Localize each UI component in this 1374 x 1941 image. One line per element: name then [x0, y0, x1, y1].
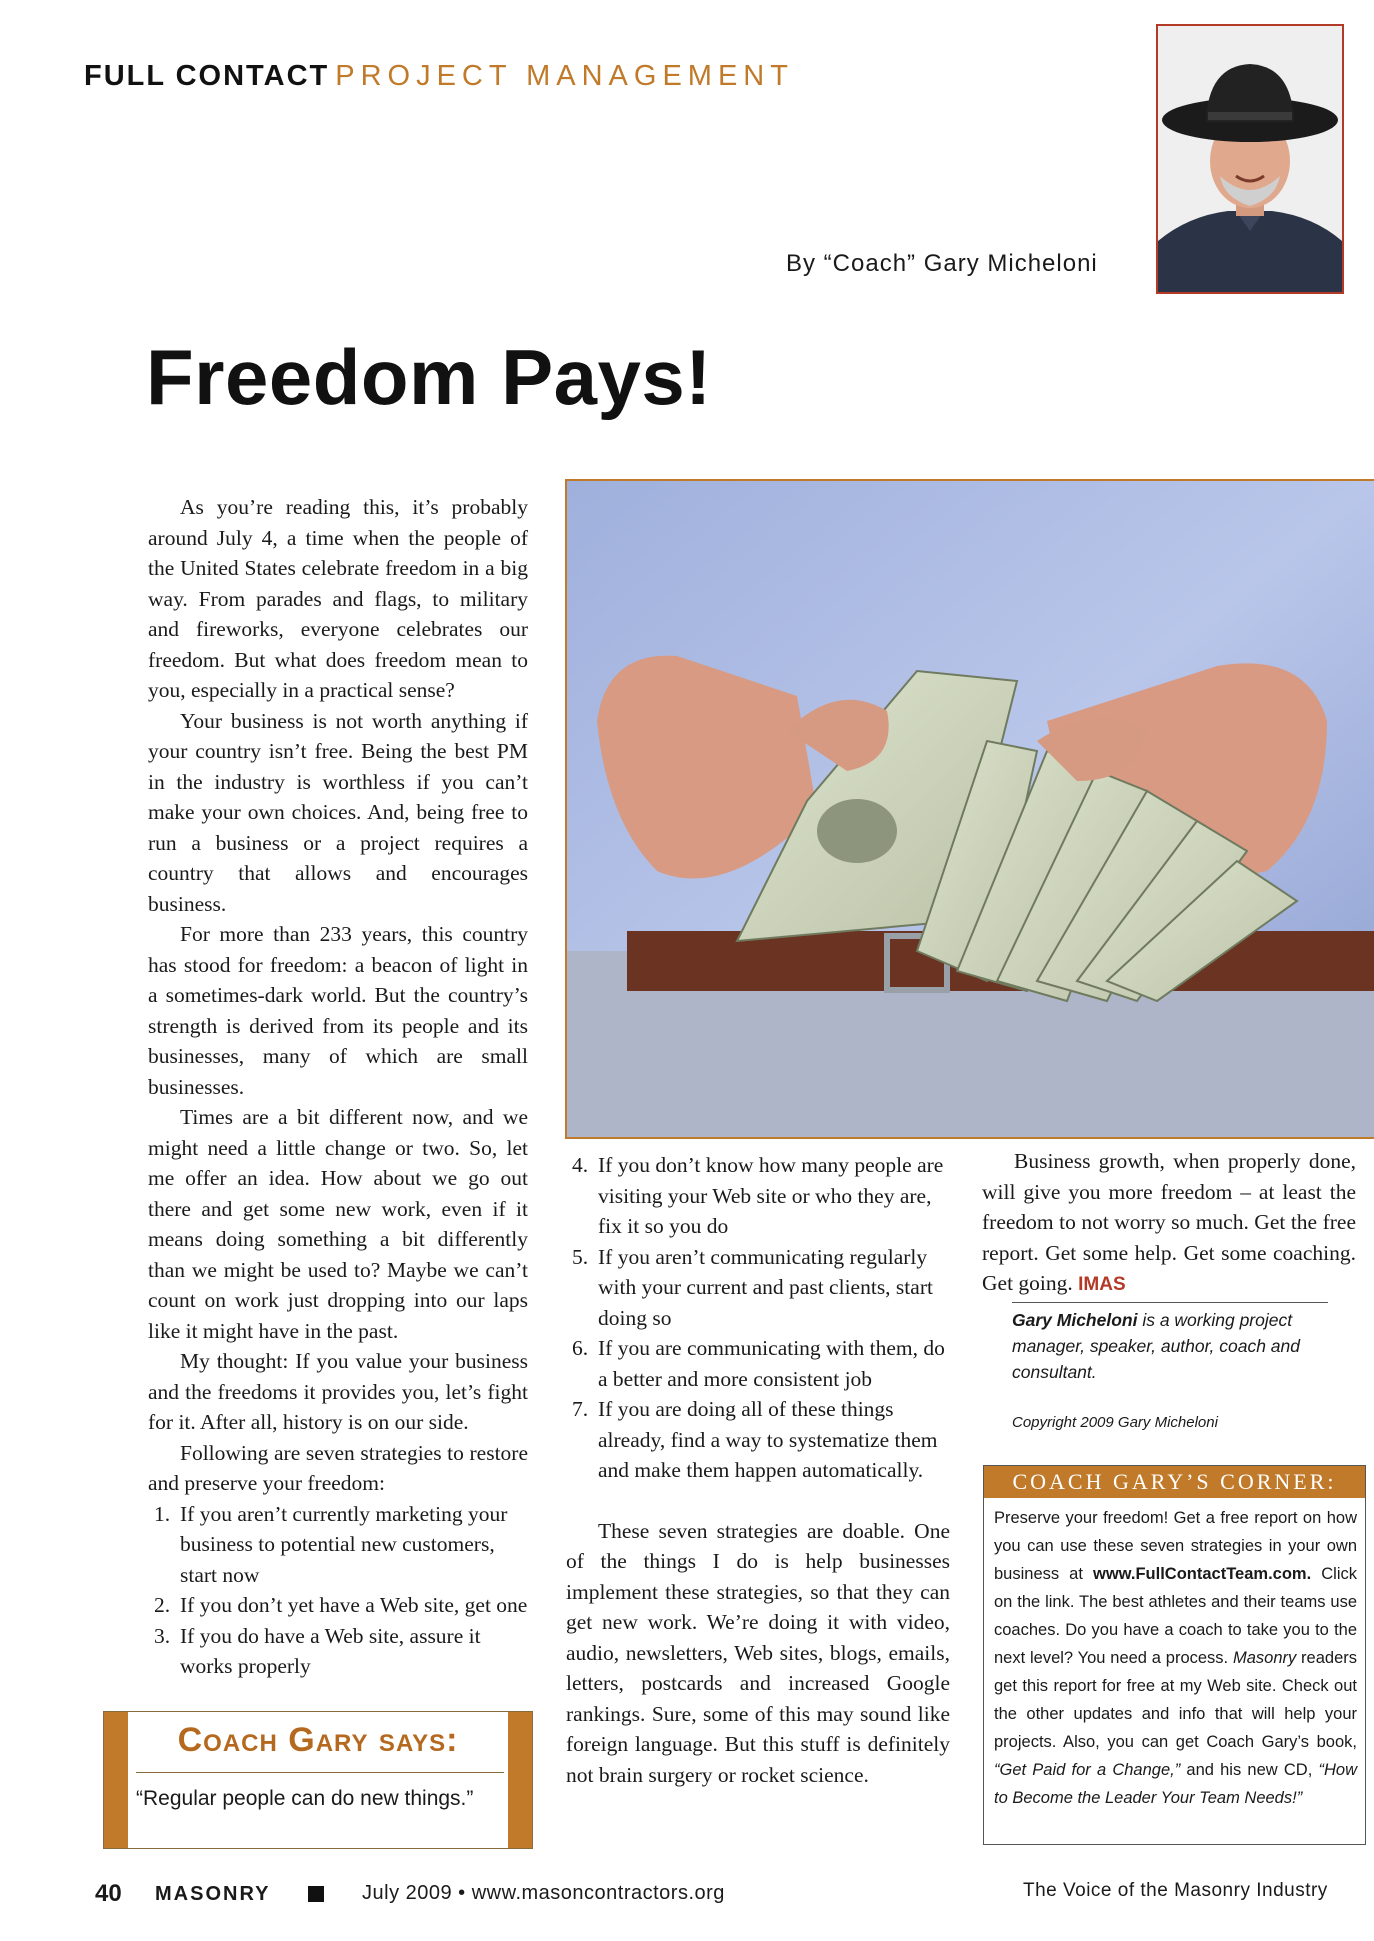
strategy-item: 4. If you don’t know how many people are visiting your Web site or who they are, fix it so you do: [572, 1153, 944, 1238]
body-paragraph: Following are seven strategies to restore and preserve your freedom:: [148, 1440, 528, 1495]
body-paragraph: My thought: If you value your business and the freedoms it provides you, let’s fight for it. After all, history is on our side.: [148, 1349, 528, 1434]
bio-text: is a working project manager, speaker, author, coach and consultant.: [1012, 1310, 1300, 1382]
end-mark: IMAS: [1078, 1274, 1126, 1295]
footer-square: [308, 1886, 324, 1902]
strategy-item: 7. If you are doing all of these things already, find a way to systematize them and make them happen automatically.: [572, 1397, 938, 1482]
box-accent-bar: [508, 1712, 532, 1848]
article-column-2: [566, 1150, 950, 1790]
strategy-list: [566, 1150, 950, 1486]
coach-says-box: [103, 1711, 533, 1849]
body-paragraph: For more than 233 years, this country has stood for freedom: a beacon of light in a sometimes-dark world. But the country’s strength is derived from its people and its businesses, many of which are small businesses.: [148, 922, 528, 1099]
body-paragraph: Your business is not worth anything if your country isn’t free. Being the best PM in the industry is worthless if you can’t make your own choices. And, being free to run a business or a project requires a country that allows and encourages business.: [148, 708, 528, 916]
body-paragraph: Business growth, when properly done, will give you more freedom – at least the freedom to not worry so much. Get the free report. Get some help. Get some coaching. Get going. IMAS: [982, 1149, 1356, 1295]
coach-corner-box: [983, 1465, 1366, 1845]
author-photo: [1156, 24, 1344, 294]
series-subtitle: PROJECT MANAGEMENT: [335, 60, 794, 92]
byline: By “Coach” Gary Micheloni: [786, 250, 1098, 277]
article-title: Freedom Pays!: [146, 333, 712, 421]
coach-corner-heading: COACH GARY’S CORNER:: [984, 1466, 1365, 1498]
strategy-item: 2. If you don’t yet have a Web site, get one: [154, 1593, 528, 1617]
series-name: FULL CONTACT: [84, 60, 330, 92]
coach-says-quote: “Regular people can do new things.”: [136, 1772, 504, 1817]
strategy-item: 6. If you are communicating with them, do a better and more consistent job: [572, 1336, 945, 1391]
money-photo: [565, 479, 1374, 1139]
coach-corner-text: Preserve your freedom! Get a free report on how you can use these seven strategies in your own business at www.FullContactTeam.com. Click on the link. The best athletes and their teams use coaches. Do you have a coach to take you to the next level? You need a process. Masonry readers get this report for free at my Web site. Check out the other updates and info that will help your projects. Also, you can get Coach Gary’s book, “Get Paid for a Change,” and his new CD, “How to Become the Leader Your Team Needs!”: [994, 1509, 1358, 1807]
strategy-list: [148, 1499, 528, 1682]
strategy-item: 5. If you aren’t communicating regularly with your current and past clients, start doing so: [572, 1244, 933, 1330]
section-header: [84, 60, 794, 93]
author-bio: [1012, 1302, 1328, 1385]
copyright: Copyright 2009 Gary Micheloni: [1012, 1414, 1218, 1431]
coach-says-heading: Coach Gary says:: [177, 1721, 459, 1759]
magazine-tagline: The Voice of the Masonry Industry: [1023, 1880, 1328, 1901]
page-number: 40: [95, 1880, 122, 1907]
body-paragraph: As you’re reading this, it’s probably around July 4, a time when the people of the United States celebrate freedom in a big way. From parades and flags, to military and fireworks, everyone celebrates our freedom. But what does freedom mean to you, especially in a practical sense?: [148, 495, 528, 702]
article-column-1: [148, 492, 528, 1682]
publication-name: MASONRY: [155, 1883, 271, 1905]
bio-name: Gary Micheloni: [1012, 1310, 1138, 1330]
strategy-item: 1. If you aren’t currently marketing your business to potential new customers, start now: [154, 1501, 508, 1587]
strategy-item: 3. If you do have a Web site, assure it works properly: [154, 1623, 481, 1678]
issue-date-site: July 2009 • www.masoncontractors.org: [362, 1882, 725, 1904]
article-column-3: [982, 1146, 1356, 1301]
box-accent-bar: [104, 1712, 128, 1848]
body-paragraph: Times are a bit different now, and we might need a little change or two. So, let me offer an idea. How about we go out there and get some new work, even if it means doing something a bit differently than we might be used to? Maybe we can’t count on work just dropping into our laps like it might have in the past.: [148, 1105, 528, 1343]
body-paragraph: These seven strategies are doable. One of the things I do is help businesses implement these strategies, so that they can get new work. We’re doing it with video, audio, newsletters, Web sites, blogs, emails, letters, postcards and increased Google rankings. Sure, some of this may sound like foreign language. But this stuff is definitely not brain surgery or rocket science.: [566, 1518, 950, 1787]
corner-url: www.FullContactTeam.com.: [1092, 1565, 1312, 1583]
